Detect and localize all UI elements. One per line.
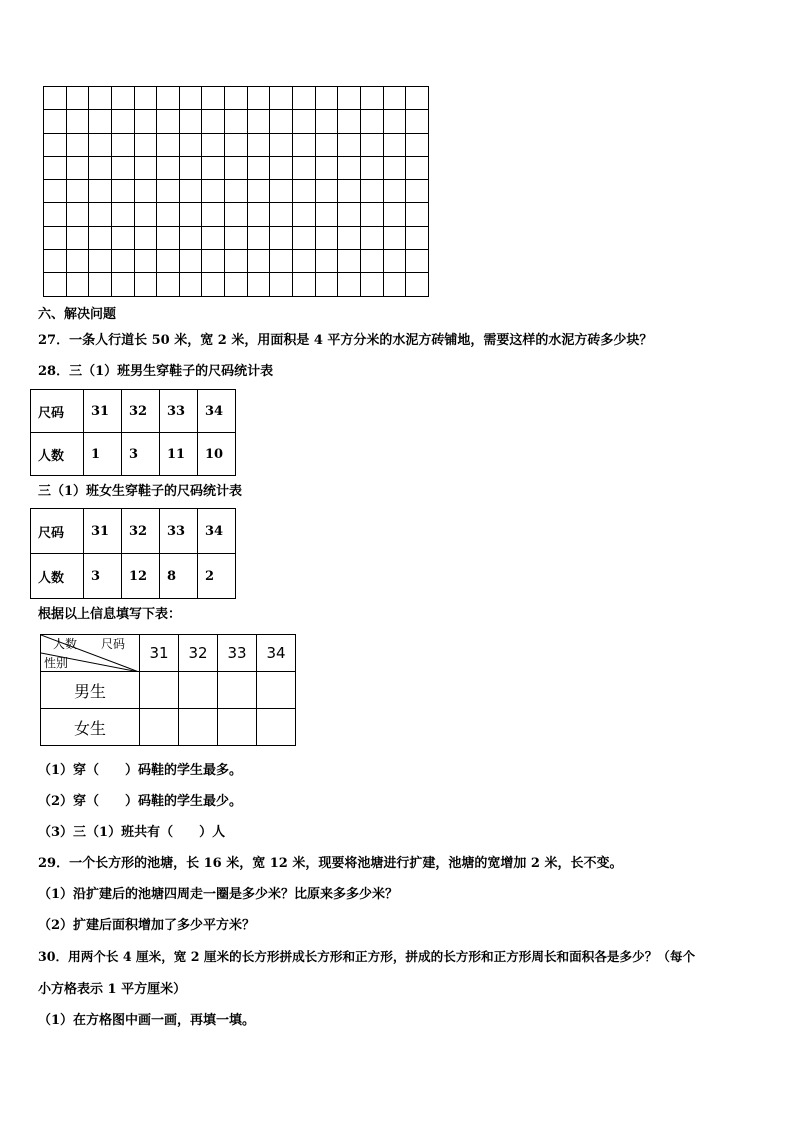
header-size-label: 尺码 [101, 637, 126, 651]
grid-cell [270, 157, 293, 180]
grid-cell [202, 203, 225, 226]
grid-cell [338, 180, 361, 203]
header-gender-label: 性别 [44, 656, 69, 670]
girls-size-cell: 32 [122, 509, 160, 554]
grid-cell [338, 227, 361, 250]
row-label-girls: 女生 [41, 709, 140, 746]
fill-size-cell: 34 [257, 635, 296, 672]
grid-cell [384, 87, 407, 110]
grid-cell [44, 110, 67, 133]
grid-cell [67, 250, 90, 273]
grid-cell [248, 180, 271, 203]
grid-cell [135, 110, 158, 133]
grid-cell [248, 110, 271, 133]
grid-cell [202, 227, 225, 250]
grid-cell [384, 227, 407, 250]
grid-cell [89, 87, 112, 110]
boys-count-cell: 10 [198, 433, 236, 476]
grid-cell [67, 203, 90, 226]
grid-cell [248, 157, 271, 180]
grid-cell [338, 110, 361, 133]
square-grid [43, 86, 429, 297]
grid-cell [112, 87, 135, 110]
grid-cell [406, 273, 429, 296]
grid-cell [270, 273, 293, 296]
question-27: 27．一条人行道长 50 米，宽 2 米，用面积是 4 平方分米的水泥方砖铺地，需要这样的水泥方砖多少块？ [38, 333, 653, 348]
girls-size-cell: 33 [160, 509, 198, 554]
fill-blank-cell[interactable] [179, 709, 218, 746]
grid-cell [248, 134, 271, 157]
fill-table-intro: 根据以上信息填写下表： [38, 607, 182, 622]
grid-cell [157, 203, 180, 226]
grid-cell [180, 134, 203, 157]
grid-cell [89, 110, 112, 133]
grid-cell [406, 87, 429, 110]
grid-cell [270, 250, 293, 273]
row-label-boys: 男生 [41, 672, 140, 709]
grid-cell [112, 227, 135, 250]
grid-cell [406, 157, 429, 180]
boys-size-cell: 31 [84, 390, 122, 433]
grid-cell [225, 203, 248, 226]
girls-size-cell: 31 [84, 509, 122, 554]
grid-cell [112, 157, 135, 180]
girls-count-cell: 2 [198, 554, 236, 599]
grid-cell [202, 134, 225, 157]
grid-cell [248, 250, 271, 273]
grid-cell [202, 157, 225, 180]
grid-cell [361, 227, 384, 250]
fill-blank-cell[interactable] [257, 709, 296, 746]
grid-cell [270, 203, 293, 226]
grid-cell [112, 203, 135, 226]
grid-cell [44, 227, 67, 250]
grid-cell [384, 157, 407, 180]
grid-cell [361, 87, 384, 110]
grid-cell [225, 110, 248, 133]
grid-cell [406, 203, 429, 226]
grid-cell [135, 180, 158, 203]
grid-cell [361, 250, 384, 273]
grid-cell [225, 273, 248, 296]
grid-cell [112, 250, 135, 273]
grid-cell [316, 134, 339, 157]
grid-cell [67, 273, 90, 296]
grid-cell [135, 227, 158, 250]
grid-cell [248, 87, 271, 110]
fill-size-cell: 32 [179, 635, 218, 672]
boys-shoe-size-table [30, 389, 236, 476]
fill-blank-cell[interactable] [218, 672, 257, 709]
fill-blank-cell[interactable] [179, 672, 218, 709]
grid-cell [225, 250, 248, 273]
girls-shoe-size-table [30, 508, 236, 599]
fill-size-cell: 31 [140, 635, 179, 672]
grid-cell [406, 180, 429, 203]
grid-cell [316, 227, 339, 250]
grid-cell [180, 227, 203, 250]
q29-sub1: （1）沿扩建后的池塘四周走一圈是多少米？比原来多多少米？ [38, 887, 399, 902]
grid-cell [89, 157, 112, 180]
fill-blank-cell[interactable] [218, 709, 257, 746]
grid-cell [316, 180, 339, 203]
grid-cell [293, 227, 316, 250]
boys-count-cell: 3 [122, 433, 160, 476]
grid-cell [225, 157, 248, 180]
grid-cell [180, 273, 203, 296]
grid-cell [202, 110, 225, 133]
grid-cell [89, 180, 112, 203]
girls-size-label: 尺码 [31, 509, 84, 554]
grid-cell [67, 134, 90, 157]
grid-cell [338, 203, 361, 226]
grid-cell [135, 203, 158, 226]
grid-cell [157, 273, 180, 296]
grid-cell [157, 87, 180, 110]
grid-cell [384, 110, 407, 133]
grid-cell [67, 180, 90, 203]
grid-cell [293, 203, 316, 226]
grid-cell [157, 157, 180, 180]
boys-size-cell: 34 [198, 390, 236, 433]
grid-cell [135, 157, 158, 180]
section-title: 六、解决问题 [38, 307, 117, 322]
grid-cell [316, 157, 339, 180]
grid-cell [316, 87, 339, 110]
grid-cell [112, 180, 135, 203]
grid-cell [44, 273, 67, 296]
fill-blank-cell[interactable] [140, 709, 179, 746]
grid-cell [67, 157, 90, 180]
grid-cell [89, 227, 112, 250]
grid-cell [293, 157, 316, 180]
girls-count-cell: 3 [84, 554, 122, 599]
girls-size-cell: 34 [198, 509, 236, 554]
grid-cell [361, 203, 384, 226]
grid-cell [157, 134, 180, 157]
grid-cell [112, 134, 135, 157]
grid-cell [270, 110, 293, 133]
diagonal-header-cell [41, 635, 140, 672]
grid-cell [112, 273, 135, 296]
grid-cell [44, 87, 67, 110]
grid-cell [248, 273, 271, 296]
grid-cell [384, 180, 407, 203]
grid-cell [406, 227, 429, 250]
grid-cell [180, 87, 203, 110]
boys-count-cell: 11 [160, 433, 198, 476]
fill-size-cell: 33 [218, 635, 257, 672]
boys-count-cell: 1 [84, 433, 122, 476]
grid-cell [293, 180, 316, 203]
grid-cell [248, 227, 271, 250]
grid-cell [406, 110, 429, 133]
grid-cell [225, 134, 248, 157]
grid-cell [384, 273, 407, 296]
q29-sub2: （2）扩建后面积增加了多少平方米？ [38, 918, 256, 933]
grid-cell [180, 157, 203, 180]
grid-cell [384, 203, 407, 226]
grid-cell [270, 180, 293, 203]
grid-cell [361, 134, 384, 157]
q28-sub3: （3）三（1）班共有（ ）人 [38, 825, 226, 840]
q28-sub2: （2）穿（ ）码鞋的学生最少。 [38, 794, 243, 809]
grid-cell [89, 250, 112, 273]
fill-in-table [40, 634, 296, 746]
grid-cell [180, 110, 203, 133]
grid-cell [112, 110, 135, 133]
grid-cell [157, 180, 180, 203]
grid-cell [316, 273, 339, 296]
grid-cell [67, 110, 90, 133]
grid-cell [361, 110, 384, 133]
grid-cell [293, 250, 316, 273]
question-29: 29．一个长方形的池塘，长 16 米，宽 12 米，现要将池塘进行扩建，池塘的宽增加 2 米，长不变。 [38, 856, 623, 871]
grid-cell [44, 250, 67, 273]
grid-cell [44, 203, 67, 226]
fill-blank-cell[interactable] [140, 672, 179, 709]
grid-cell [293, 134, 316, 157]
q28-sub1: （1）穿（ ）码鞋的学生最多。 [38, 763, 243, 778]
boys-size-cell: 32 [122, 390, 160, 433]
grid-cell [202, 87, 225, 110]
grid-cell [89, 134, 112, 157]
grid-cell [338, 157, 361, 180]
grid-cell [180, 250, 203, 273]
grid-cell [338, 134, 361, 157]
grid-cell [157, 250, 180, 273]
grid-cell [270, 87, 293, 110]
grid-cell [225, 227, 248, 250]
grid-cell [180, 180, 203, 203]
grid-cell [44, 134, 67, 157]
grid-cell [248, 203, 271, 226]
grid-cell [67, 227, 90, 250]
grid-cell [135, 87, 158, 110]
grid-cell [361, 157, 384, 180]
fill-blank-cell[interactable] [257, 672, 296, 709]
grid-cell [202, 273, 225, 296]
question-30-line1: 30．用两个长 4 厘米，宽 2 厘米的长方形拼成长方形和正方形，拼成的长方形和正方形周长和面积各是多少？（每个 [38, 949, 696, 964]
grid-cell [202, 250, 225, 273]
grid-cell [157, 110, 180, 133]
grid-cell [44, 180, 67, 203]
grid-cell [293, 110, 316, 133]
question-30-line2: 小方格表示 1 平方厘米） [38, 982, 187, 997]
grid-cell [316, 203, 339, 226]
boys-count-label: 人数 [31, 433, 84, 476]
grid-cell [316, 110, 339, 133]
grid-cell [316, 250, 339, 273]
girls-count-label: 人数 [31, 554, 84, 599]
grid-cell [135, 250, 158, 273]
grid-cell [180, 203, 203, 226]
grid-cell [270, 227, 293, 250]
grid-cell [225, 87, 248, 110]
grid-cell [293, 273, 316, 296]
question-28-title: 28．三（1）班男生穿鞋子的尺码统计表 [38, 364, 274, 379]
grid-cell [361, 273, 384, 296]
grid-cell [406, 134, 429, 157]
grid-cell [67, 87, 90, 110]
grid-cell [202, 180, 225, 203]
girls-table-title: 三（1）班女生穿鞋子的尺码统计表 [38, 484, 243, 499]
grid-cell [338, 87, 361, 110]
q30-sub1: （1）在方格图中画一画，再填一填。 [38, 1013, 256, 1028]
grid-cell [225, 180, 248, 203]
grid-cell [135, 273, 158, 296]
grid-cell [338, 250, 361, 273]
grid-cell [135, 134, 158, 157]
header-count-label: 人数 [53, 637, 78, 651]
grid-cell [361, 180, 384, 203]
grid-cell [338, 273, 361, 296]
grid-cell [270, 134, 293, 157]
boys-size-cell: 33 [160, 390, 198, 433]
boys-size-label: 尺码 [31, 390, 84, 433]
girls-count-cell: 12 [122, 554, 160, 599]
grid-cell [384, 134, 407, 157]
girls-count-cell: 8 [160, 554, 198, 599]
grid-cell [89, 273, 112, 296]
grid-cell [157, 227, 180, 250]
grid-cell [89, 203, 112, 226]
grid-cell [44, 157, 67, 180]
grid-cell [293, 87, 316, 110]
grid-cell [384, 250, 407, 273]
grid-cell [406, 250, 429, 273]
